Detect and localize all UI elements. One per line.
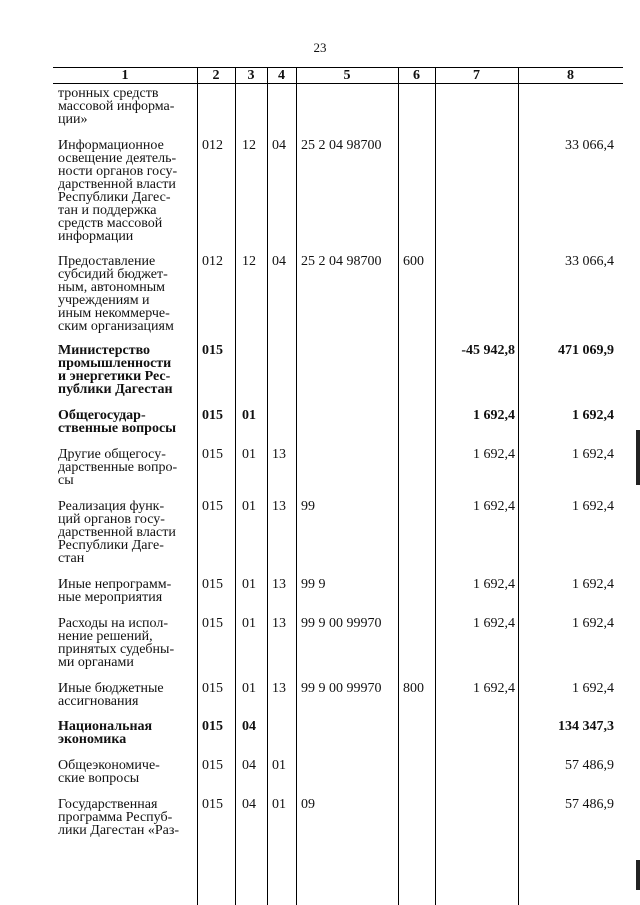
code-4-cell: 13 — [272, 447, 286, 462]
code-5-cell: 99 9 00 99970 — [301, 681, 382, 696]
code-5-cell: 99 9 — [301, 577, 326, 592]
code-2-cell: 015 — [202, 616, 223, 631]
code-2-cell: 015 — [202, 797, 223, 812]
amount-7-cell: 1 692,4 — [473, 681, 515, 696]
amount-8-cell: 1 692,4 — [572, 577, 614, 592]
code-6-cell: 800 — [403, 681, 424, 696]
row-name-cell: Реализация функ- ций органов госу- дарственной власти Республики Даге- стан — [58, 499, 176, 566]
header-cell: 1 — [121, 68, 129, 83]
code-4-cell: 13 — [272, 577, 286, 592]
amount-7-cell: 1 692,4 — [473, 616, 515, 631]
amount-8-cell: 57 486,9 — [565, 797, 614, 812]
code-3-cell: 12 — [242, 138, 256, 153]
header-cell: 8 — [567, 68, 574, 83]
row-name-cell: Общеэкономиче- ские вопросы — [58, 758, 160, 786]
amount-8-cell: 1 692,4 — [572, 616, 614, 631]
code-2-cell: 015 — [202, 577, 223, 592]
row-name-cell: Иные бюджетные ассигнования — [58, 681, 164, 709]
amount-8-cell: 33 066,4 — [565, 254, 614, 269]
amount-8-cell: 1 692,4 — [572, 408, 614, 423]
code-4-cell: 01 — [272, 758, 286, 773]
amount-8-cell: 1 692,4 — [572, 681, 614, 696]
amount-7-cell: 1 692,4 — [473, 499, 515, 514]
code-2-cell: 015 — [202, 499, 223, 514]
header-cell: 7 — [473, 68, 480, 83]
amount-8-cell: 1 692,4 — [572, 499, 614, 514]
row-name-cell: Министерство промышленности и энергетики Рес- публики Дагестан — [58, 343, 173, 397]
row-name-cell: Информационное освещение деятель- ности органов госу- дарственной власти Республики Дагес- тан и поддержка средств массовой информации — [58, 138, 178, 244]
code-2-cell: 015 — [202, 758, 223, 773]
code-2-cell: 012 — [202, 138, 223, 153]
row-name-cell: Национальная экономика — [58, 719, 153, 747]
code-4-cell: 13 — [272, 681, 286, 696]
amount-8-cell: 134 347,3 — [558, 719, 614, 734]
amount-7-cell: 1 692,4 — [473, 447, 515, 462]
code-5-cell: 99 — [301, 499, 315, 514]
row-name-cell: Другие общегосу- дарственные вопро- сы — [58, 447, 178, 488]
code-6-cell: 600 — [403, 254, 424, 269]
code-4-cell: 13 — [272, 499, 286, 514]
code-2-cell: 012 — [202, 254, 223, 269]
scan-edge-mark — [636, 430, 640, 485]
row-name-cell: Расходы на испол- нение решений, принятых судебны- ми органами — [58, 616, 175, 670]
code-2-cell: 015 — [202, 719, 223, 734]
column-divider — [398, 67, 399, 905]
code-2-cell: 015 — [202, 408, 223, 423]
code-5-cell: 09 — [301, 797, 315, 812]
header-cell: 4 — [278, 68, 285, 83]
code-5-cell: 25 2 04 98700 — [301, 254, 382, 269]
row-name-cell: Предоставление субсидий бюджет- ным, автономным учреждениям и иным некоммерче- ским организациям — [58, 254, 174, 334]
amount-7-cell: 1 692,4 — [473, 577, 515, 592]
header-bottom-rule — [53, 83, 623, 84]
column-divider — [518, 67, 519, 905]
code-3-cell: 01 — [242, 616, 256, 631]
code-3-cell: 04 — [242, 797, 256, 812]
code-4-cell: 04 — [272, 138, 286, 153]
code-3-cell: 01 — [242, 447, 256, 462]
code-2-cell: 015 — [202, 681, 223, 696]
code-4-cell: 04 — [272, 254, 286, 269]
column-divider — [267, 67, 268, 905]
code-5-cell: 25 2 04 98700 — [301, 138, 382, 153]
amount-8-cell: 1 692,4 — [572, 447, 614, 462]
code-2-cell: 015 — [202, 343, 223, 358]
page-number: 23 — [313, 40, 327, 55]
code-3-cell: 12 — [242, 254, 256, 269]
code-3-cell: 04 — [242, 758, 256, 773]
row-name-cell: Иные непрограмм- ные мероприятия — [58, 577, 172, 605]
scan-edge-mark — [636, 860, 640, 890]
row-name-cell: тронных средств массовой информа- ции» — [58, 86, 175, 127]
code-3-cell: 01 — [242, 499, 256, 514]
row-name-cell: Общегосудар- ственные вопросы — [58, 408, 177, 436]
amount-8-cell: 33 066,4 — [565, 138, 614, 153]
header-cell: 3 — [247, 68, 255, 83]
column-divider — [235, 67, 236, 905]
code-2-cell: 015 — [202, 447, 223, 462]
code-4-cell: 13 — [272, 616, 286, 631]
code-3-cell: 04 — [242, 719, 256, 734]
column-divider — [435, 67, 436, 905]
code-3-cell: 01 — [242, 408, 256, 423]
header-cell: 6 — [413, 68, 420, 83]
column-divider — [296, 67, 297, 905]
amount-8-cell: 471 069,9 — [558, 343, 614, 358]
code-5-cell: 99 9 00 99970 — [301, 616, 382, 631]
code-4-cell: 01 — [272, 797, 286, 812]
amount-7-cell: 1 692,4 — [473, 408, 515, 423]
code-3-cell: 01 — [242, 681, 256, 696]
code-3-cell: 01 — [242, 577, 256, 592]
row-name-cell: Государственная программа Респуб- лики Дагестан «Раз- — [58, 797, 180, 838]
header-cell: 5 — [343, 68, 351, 83]
amount-7-cell: -45 942,8 — [461, 343, 515, 358]
header-cell: 2 — [212, 68, 220, 83]
amount-8-cell: 57 486,9 — [565, 758, 614, 773]
